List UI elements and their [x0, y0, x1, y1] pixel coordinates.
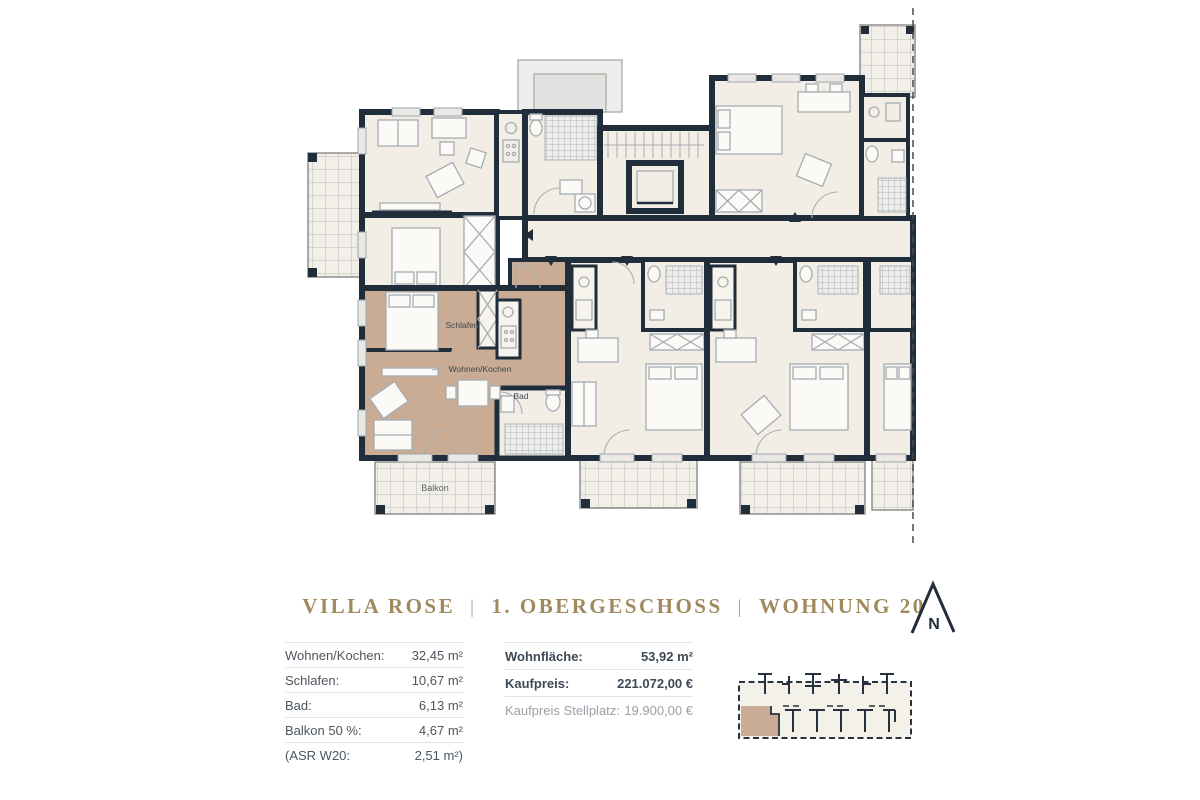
room-label-bedroom: Schlafen [445, 320, 479, 330]
stairwell [600, 128, 712, 218]
title-separator: | [470, 597, 477, 618]
row-label: Bad: [285, 698, 312, 713]
row-label: Wohnen/Kochen: [285, 648, 385, 663]
table-row [505, 643, 693, 670]
price-summary-table [505, 642, 693, 723]
room-label-bath: Bad [513, 391, 529, 401]
title-unit: WOHNUNG 20 [758, 594, 926, 618]
entrance-canopy [518, 60, 622, 112]
table-row [285, 643, 463, 668]
table-row [505, 670, 693, 697]
title-project: VILLA ROSE [302, 594, 456, 618]
table-row [285, 693, 463, 718]
row-value: 10,67 m² [411, 673, 463, 688]
row-label: Wohnfläche: [505, 649, 583, 664]
row-value: 4,67 m² [418, 723, 463, 738]
row-value: 221.072,00 € [617, 676, 693, 691]
highlighted-apartment [362, 260, 568, 458]
apartment-bottom-1 [568, 260, 707, 458]
title-separator: | [737, 597, 744, 618]
room-areas-table [285, 642, 463, 767]
apartment-bottom-3 [867, 260, 913, 458]
title-floor: 1. OBERGESCHOSS [491, 594, 723, 618]
row-label: Kaufpreis: [505, 676, 570, 691]
north-label: N [928, 616, 940, 633]
row-label: Kaufpreis Stellplatz: [505, 703, 620, 718]
row-label: Schlafen: [285, 673, 340, 688]
table-row [285, 743, 463, 767]
apartment-bottom-2 [707, 260, 867, 458]
room-label-living: Wohnen/Kochen [448, 364, 512, 374]
page-title [14, 594, 1200, 619]
table-row [285, 668, 463, 693]
row-label: (ASR W20: [285, 748, 351, 763]
row-value: 32,45 m² [411, 648, 463, 663]
row-value: 6,13 m² [418, 698, 463, 713]
row-value: 53,92 m² [640, 649, 693, 664]
table-row [505, 697, 693, 723]
building-overview-miniplan [735, 666, 915, 750]
north-arrow-icon [903, 573, 963, 645]
room-label-balcony: Balkon [421, 483, 449, 493]
table-row [285, 718, 463, 743]
apartment-top-right [712, 78, 908, 218]
row-label: Balkon 50 %: [285, 723, 362, 738]
row-value: 2,51 m²) [414, 748, 463, 763]
corridor [525, 218, 913, 260]
row-value: 19.900,00 € [624, 703, 693, 718]
